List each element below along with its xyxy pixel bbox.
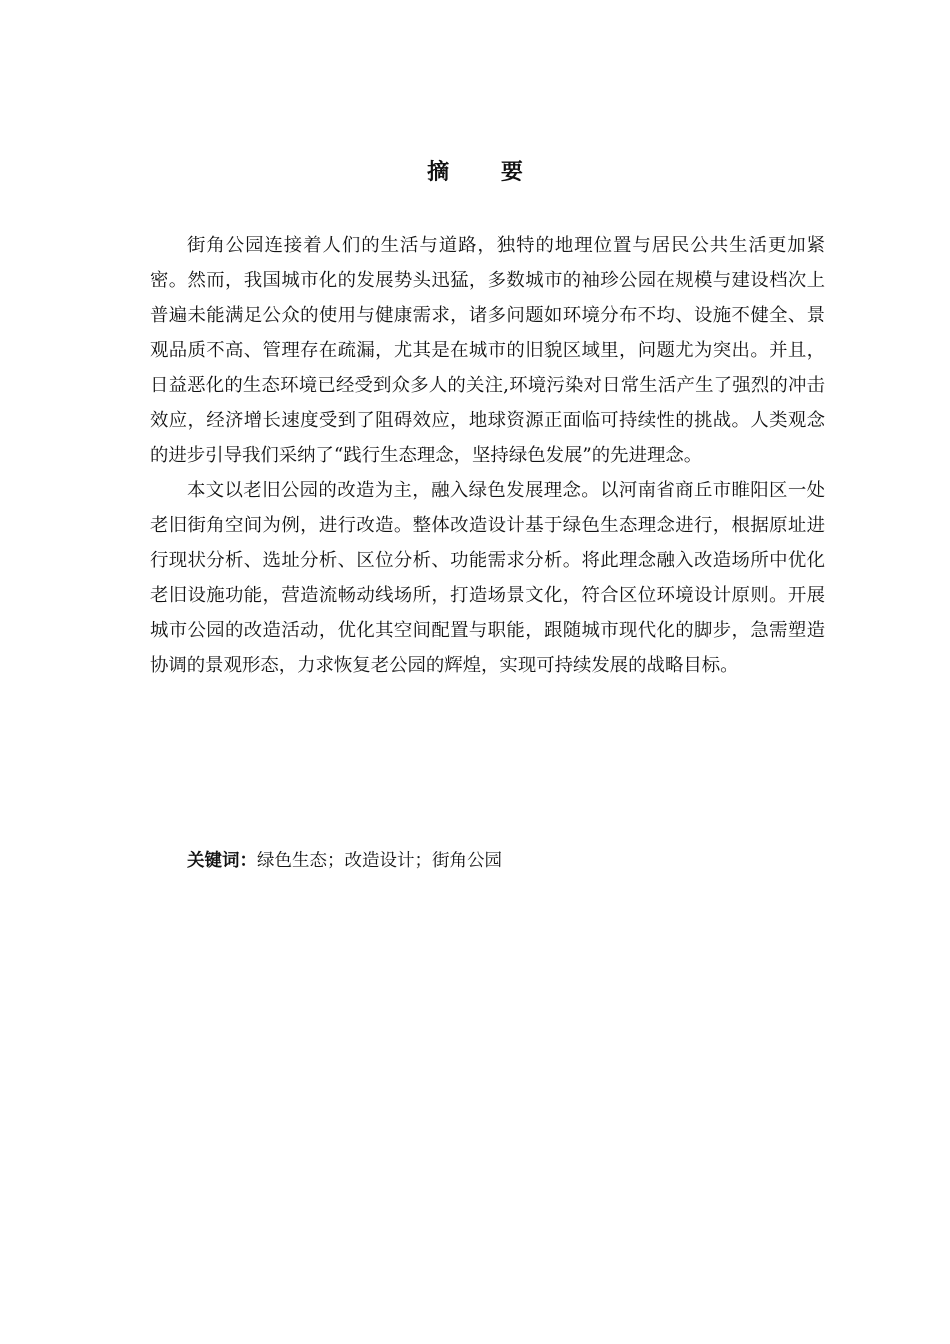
keywords-label: 关键词：: [187, 851, 257, 871]
keywords-line: [187, 844, 827, 879]
abstract-body: [150, 228, 825, 683]
abstract-paragraph-1: 街角公园连接着人们的生活与道路，独特的地理位置与居民公共生活更加紧密。然而，我国城市化的发展势头迅猛，多数城市的袖珍公园在规模与建设档次上普遍未能满足公众的使用与健康需求，诸多问题如环境分布不均、设施不健全、景观品质不高、管理存在疏漏，尤其是在城市的旧貌区域里，问题尤为突出。并且，日益恶化的生态环境已经受到众多人的关注,环境污染对日常生活产生了强烈的冲击效应，经济增长速度受到了阻碍效应，地球资源正面临可持续性的挑战。人类观念的进步引导我们采纳了“践行生态理念，坚持绿色发展”的先进理念。: [150, 235, 825, 466]
abstract-title: 摘 要: [427, 160, 545, 185]
keywords-value: 绿色生态；改造设计；街角公园: [257, 851, 502, 871]
abstract-paragraph-2: 本文以老旧公园的改造为主，融入绿色发展理念。以河南省商丘市睢阳区一处老旧街角空间为例，进行改造。整体改造设计基于绿色生态理念进行，根据原址进行现状分析、选址分析、区位分析、功能需求分析。将此理念融入改造场所中优化老旧设施功能，营造流畅动线场所，打造场景文化，符合区位环境设计原则。开展城市公园的改造活动，优化其空间配置与职能，跟随城市现代化的脚步，急需塑造协调的景观形态，力求恢复老公园的辉煌，实现可持续发展的战略目标。: [150, 480, 825, 676]
